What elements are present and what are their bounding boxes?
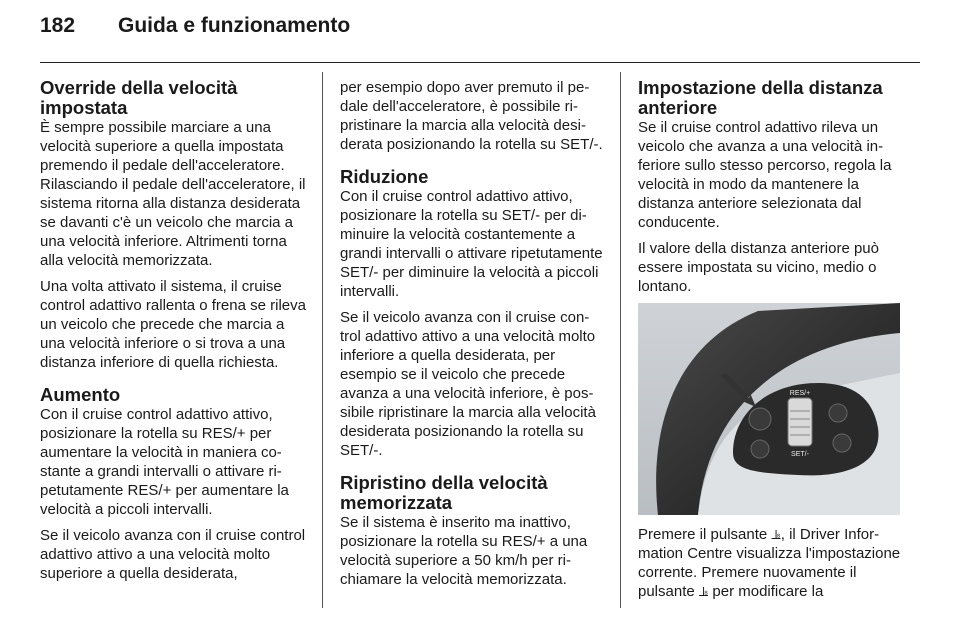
paragraph: Con il cruise control adattivo attivo, posizionare la rotella su SET/- per diminuire la velocità costantemente a grandi intervalli o attivare ripetutamente SET/- per diminuire la velocità a piccoli intervalli. <box>340 188 603 300</box>
set-label: SET/- <box>791 451 809 458</box>
section-heading: Ripristino della velocità memorizzata <box>340 472 548 513</box>
column-divider <box>322 72 323 608</box>
paragraph: Se il veicolo avanza con il cruise control adattivo attivo a una velocità molto inferiore a quella desiderata, per esempio se il veicolo che precede avanza a una velocità inferiore, è possibile ripristinare la marcia alla velocità desiderata posizionando la rotella su SET/-. <box>340 309 596 459</box>
column-2 <box>340 78 604 596</box>
distance-button <box>749 408 771 430</box>
thumbwheel <box>788 398 812 446</box>
section-heading: Override della velocità impostata <box>40 77 238 118</box>
column-divider <box>620 72 621 608</box>
cancel-button-figure <box>751 440 769 458</box>
steering-wheel-figure <box>638 303 900 515</box>
cruise-on-button <box>829 404 847 422</box>
paragraph: Se il sistema è inserito ma inattivo, posizionare la rotella su RES/+ a una velocità superiore a 50 km/h per richiamare la velocità memorizzata. <box>340 514 588 588</box>
section-heading: Impostazione della distanza anteriore <box>638 77 883 118</box>
paragraph: È sempre possibile marciare a una velocità superiore a quella impostata premendo il pedale dell'acceleratore. Rilasciando il pedale dell'acceleratore, il sistema ritorna alla distanza desiderata se davanti c'è un veicolo che marcia a una velocità inferiore. Altrimenti torna alla velocità memorizzata. <box>40 119 306 269</box>
column-1 <box>40 78 308 590</box>
paragraph: per esempio dopo aver premuto il pedale dell'acceleratore, è possibile ripristinare la marcia alla velocità desiderata posizionando la rotella su SET/-. <box>340 79 603 153</box>
distance-icon: ⫡ <box>771 526 781 542</box>
res-label: RES/+ <box>789 390 811 397</box>
distance-icon: ⫡ <box>698 583 709 599</box>
page-header <box>40 14 350 44</box>
paragraph: Il valore della distanza anteriore può essere impostata su vicino, medio o lontano. <box>638 240 879 295</box>
page-number: 182 <box>40 14 76 37</box>
column-3 <box>638 78 904 608</box>
section-heading: Riduzione <box>340 166 429 187</box>
paragraph: Se il cruise control adattivo rileva un veicolo che avanza a una velocità inferiore sullo stesso percorso, regola la velocità in modo da mantenere la distanza anteriore selezionata dal conducente. <box>638 119 892 231</box>
paragraph: Una volta attivato il sistema, il cruise control adattivo rallenta o frena se rileva un veicolo che precede che marcia a una velocità inferiore o si trova a una distanza inferiore di quella richiesta. <box>40 278 306 371</box>
page-title: Guida e funzionamento <box>118 14 351 37</box>
section-heading: Aumento <box>40 384 121 405</box>
speed-limiter-button <box>833 434 851 452</box>
header-rule <box>40 62 920 63</box>
paragraph: Premere il pulsante ⫡, il Driver Information Centre visualizza l'impostazione corrente. Premere nuovamente il pulsante ⫡ per modificare la <box>638 526 901 600</box>
paragraph: Se il veicolo avanza con il cruise control adattivo attivo a una velocità molto superiore a quella desiderata, <box>40 527 306 582</box>
paragraph: Con il cruise control adattivo attivo, posizionare la rotella su RES/+ per aumentare la velocità in maniera costante a grandi intervalli o attivare ripetutamente RES/+ per aumentare la velocità a piccoli intervalli. <box>40 406 289 518</box>
